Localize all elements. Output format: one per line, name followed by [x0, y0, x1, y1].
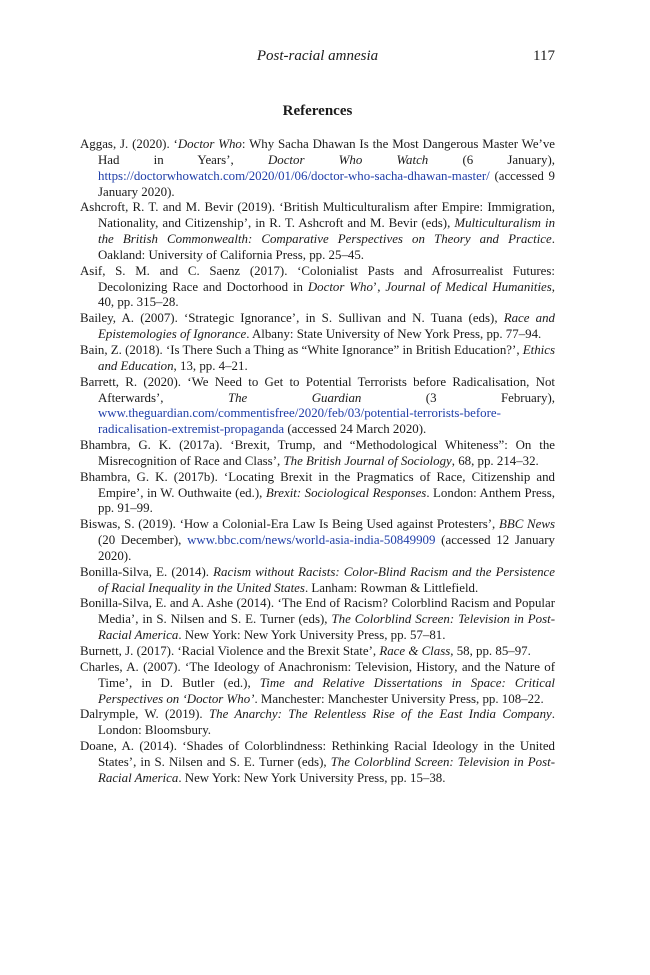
reference-text: : Why Sacha Dhawan Is the Most Dangerous Master We’ve Had in Years’, — [98, 137, 555, 167]
reference-entry — [80, 200, 555, 263]
reference-entry — [80, 660, 555, 708]
reference-italic-text: Multiculturalism in the British Commonwealth: Comparative Perspectives on Theory and Practice — [98, 216, 556, 247]
reference-text: Biswas, S. (2019). ‘How a Colonial-Era Law Is Being Used against Protesters’, — [80, 517, 499, 532]
reference-text: , 40, pp. 315–28. — [98, 279, 556, 310]
reference-text: Bonilla-Silva, E. (2014). — [80, 564, 214, 579]
reference-link[interactable]: www.bbc.com/news/world-asia-india-50849909 — [187, 533, 436, 548]
reference-italic-text: Race & Class — [379, 644, 451, 658]
reference-text: Doane, A. (2014). ‘Shades of Colorblindness: Rethinking Racial Ideology in the United States’, in S. Nilsen and S. E. Turner (eds), — [80, 739, 555, 769]
reference-italic-text: Doctor Who — [177, 137, 242, 151]
reference-entry — [80, 311, 555, 343]
reference-italic-text: Journal of Medical Humanities — [385, 279, 552, 294]
reference-text: (accessed 12 January 2020). — [98, 533, 555, 563]
reference-entry — [80, 264, 555, 312]
reference-text: Burnett, J. (2017). ‘Racial Violence and the Brexit State’, — [80, 644, 380, 658]
reference-text: . Manchester: Manchester University Press, pp. 108–22. — [254, 691, 544, 706]
reference-text: . Oakland: University of California Press, pp. 25–45. — [98, 232, 555, 262]
references-heading: References — [282, 103, 353, 119]
reference-link[interactable]: https://doctorwhowatch.com/2020/01/06/doctor-who-sacha-dhawan-master/ — [98, 168, 490, 183]
reference-entry — [80, 739, 555, 787]
reference-text: , 68, pp. 214–32. — [451, 453, 539, 468]
reference-italic-text: Ethics and Education — [98, 342, 555, 373]
reference-italic-text: The Colorblind Screen: Television in Post-Racial America — [98, 612, 555, 643]
reference-entry — [80, 137, 555, 200]
reference-text: Bonilla-Silva, E. and A. Ashe (2014). ‘The End of Racism? Colorblind Racism and Popular Media’, in S. Nilsen and S. E. Turner (eds), — [80, 596, 555, 627]
reference-italic-text: Racism without Racists: Color-Blind Racism and the Persistence of Racial Inequality in the United States — [98, 564, 556, 595]
reference-entry — [80, 707, 555, 739]
page-number: 117 — [533, 48, 555, 64]
reference-text: Charles, A. (2007). ‘The Ideology of Anachronism: Television, History, and the Nature of Time’, in D. Butler (ed.), — [80, 659, 555, 690]
reference-text: , 58, pp. 85–97. — [450, 644, 531, 658]
reference-text: (3 February), — [361, 390, 555, 405]
running-title: Post-racial amnesia — [256, 48, 379, 64]
reference-entry — [80, 343, 555, 375]
reference-entry — [80, 517, 555, 565]
reference-italic-text: BBC News — [498, 517, 555, 532]
reference-entry — [80, 565, 555, 597]
reference-entry — [80, 438, 555, 470]
reference-text: , 13, pp. 4–21. — [173, 358, 248, 373]
reference-text: . Lanham: Rowman & Littlefield. — [304, 580, 479, 595]
reference-text: Dalrymple, W. (2019). — [80, 707, 209, 722]
reference-italic-text: The Colorblind Screen: Television in Post-Racial America — [98, 754, 555, 785]
reference-text: ’, — [372, 279, 386, 294]
reference-text: (20 December), — [98, 533, 188, 548]
reference-list — [80, 137, 555, 787]
reference-italic-text: Race and Epistemologies of Ignorance — [98, 311, 555, 342]
reference-italic-text: Brexit: Sociological Responses — [265, 485, 427, 500]
reference-text: . New York: New York University Press, pp. 57–81. — [178, 628, 446, 643]
reference-text: (accessed 9 January 2020). — [98, 168, 555, 199]
reference-text: Bain, Z. (2018). ‘Is There Such a Thing as “White Ignorance” in British Education?’, — [80, 342, 523, 357]
reference-entry — [80, 470, 555, 518]
reference-italic-text: The British Journal of Sociology — [283, 453, 452, 468]
reference-text: Bhambra, G. K. (2017b). ‘Locating Brexit in the Pragmatics of Race, Citizenship and Empire’, in W. Outhwaite (ed.), — [80, 469, 555, 500]
reference-text: Ashcroft, R. T. and M. Bevir (2019). ‘British Multiculturalism after Empire: Immigration, Nationality, and Citizenship’, in R. T. Ashcroft and M. Bevir (eds), — [80, 200, 555, 231]
reference-text: Bhambra, G. K. (2017a). ‘Brexit, Trump, and “Methodological Whiteness”: On the Misrecognition of Race and Class’, — [80, 438, 555, 468]
reference-text: . London: Anthem Press, pp. 91–99. — [98, 485, 555, 516]
reference-italic-text: The Anarchy: The Relentless Rise of the East India Company — [208, 707, 552, 722]
reference-italic-text: Doctor Who Watch — [267, 152, 429, 167]
running-head — [80, 48, 555, 68]
reference-text: . London: Bloomsbury. — [98, 707, 555, 738]
reference-text: . New York: New York University Press, pp. 15–38. — [178, 770, 446, 785]
reference-text: Barrett, R. (2020). ‘We Need to Get to Potential Terrorists before Radicalisation, Not Afterwards’, — [80, 374, 555, 405]
reference-link[interactable]: www.theguardian.com/commentisfree/2020/feb/03/potential-terrorists-before-radicalisation-extremist-propaganda — [98, 406, 501, 437]
reference-text: (6 January), — [428, 152, 556, 167]
reference-text: . Albany: State University of New York Press, pp. 77–94. — [246, 327, 542, 342]
reference-italic-text: The Guardian — [227, 390, 362, 405]
reference-entry — [80, 644, 555, 660]
reference-italic-text: Time and Relative Dissertations in Space: Critical Perspectives on ‘Doctor Who’ — [98, 675, 556, 706]
reference-italic-text: Doctor Who — [307, 279, 373, 294]
reference-text: Aggas, J. (2020). ‘ — [80, 137, 178, 151]
reference-text: Bailey, A. (2007). ‘Strategic Ignorance’, in S. Sullivan and N. Tuana (eds), — [80, 311, 504, 326]
reference-entry — [80, 596, 555, 644]
reference-text: (accessed 24 March 2020). — [284, 422, 427, 437]
reference-entry — [80, 375, 555, 438]
reference-text: Asif, S. M. and C. Saenz (2017). ‘Colonialist Pasts and Afrosurrealist Futures: Decolonizing Race and Doctorhood in — [80, 263, 555, 294]
